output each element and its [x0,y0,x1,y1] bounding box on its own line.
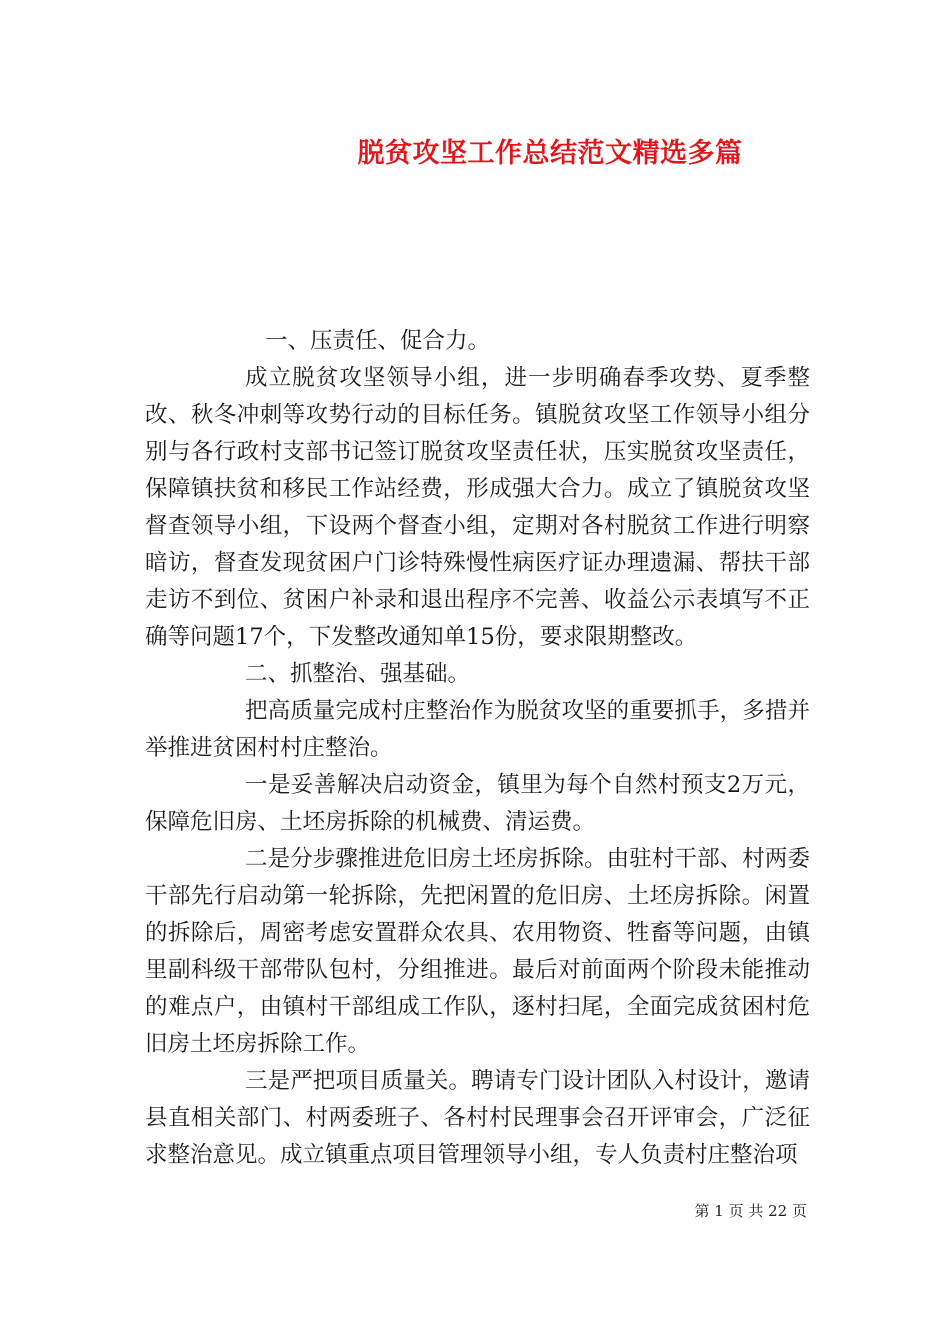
page-number-footer: 第 1 页 共 22 页 [694,1202,807,1220]
paragraph-2: 把高质量完成村庄整治作为脱贫攻坚的重要抓手，多措并举推进贫困村村庄整治。 [145,698,810,761]
paragraph-1: 成立脱贫攻坚领导小组，进一步明确春季攻势、夏季整改、秋冬冲刺等攻势行动的目标任务。镇脱贫攻坚工作领导小组分别与各行政村支部书记签订脱贫攻坚责任状，压实脱贫攻坚责任，保障镇扶贫和移民工作站经费，形成强大合力。成立了镇脱贫攻坚督查领导小组，下设两个督查小组，定期对各村脱贫工作进行明察暗访，督查发现贫困户门诊特殊慢性病医疗证办理遗漏、帮扶干部走访不到位、贫困户补录和退出程序不完善、收益公示表填写不正确等问题17个，下发整改通知单15份，要求限期整改。 [145,365,810,650]
paragraph-5: 三是严把项目质量关。聘请专门设计团队入村设计，邀请县直相关部门、村两委班子、各村村民理事会召开评审会，广泛征求整治意见。成立镇重点项目管理领导小组，专人负责村庄整治项 [145,1068,810,1168]
paragraph-3: 一是妥善解决启动资金，镇里为每个自然村预支2万元，保障危旧房、土坯房拆除的机械费、清运费。 [145,772,810,835]
document-title: 脱贫攻坚工作总结范文精选多篇 [357,138,743,169]
document-body [145,323,810,1174]
paragraph-4: 二是分步骤推进危旧房土坯房拆除。由驻村干部、村两委干部先行启动第一轮拆除，先把闲置的危旧房、土坯房拆除。闲置的拆除后，周密考虑安置群众农具、农用物资、牲畜等问题，由镇里副科级干部带队包村，分组推进。最后对前面两个阶段未能推动的难点户，由镇村干部组成工作队，逐村扫尾，全面完成贫困村危旧房土坯房拆除工作。 [145,846,810,1057]
section-heading-1: 一、压责任、促合力。 [265,328,491,354]
section-heading-2: 二、抓整治、强基础。 [245,661,471,687]
